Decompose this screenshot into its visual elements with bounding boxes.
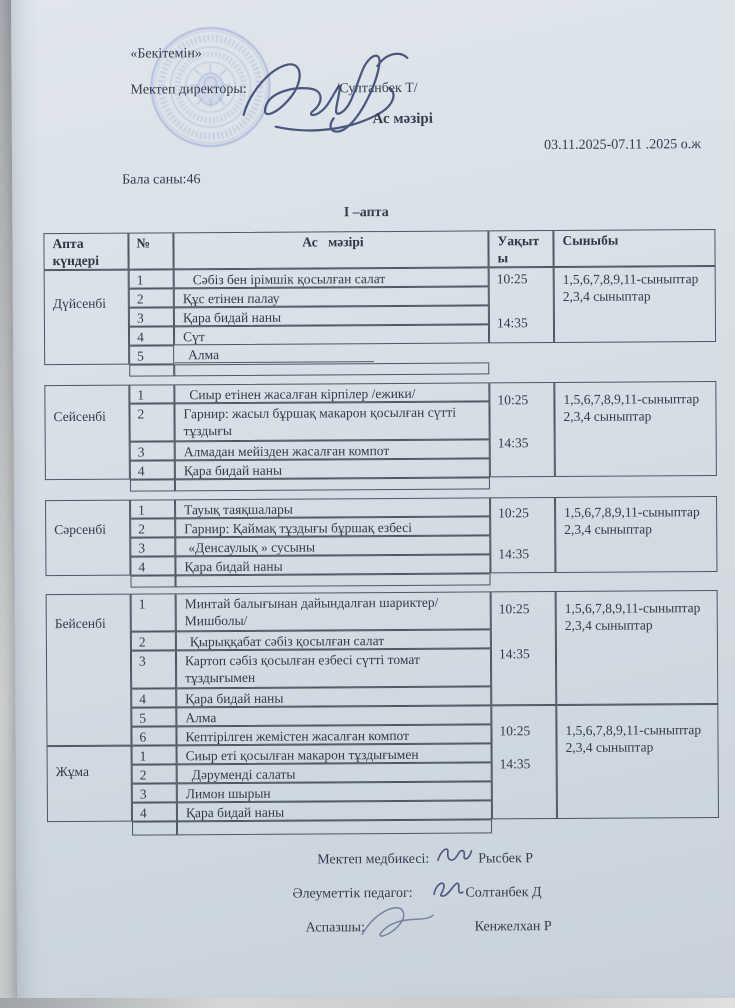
signatory-name: Кенжелхан Р [474, 919, 552, 935]
item-number: 1 [129, 384, 174, 403]
spacer-cell [177, 819, 492, 835]
item-text: Қара бидай наны [175, 458, 490, 479]
spacer-cell [175, 573, 490, 587]
day-cell: Жұма [47, 746, 132, 823]
spacer-cell [130, 575, 175, 587]
approval-text: «Бекітемін» [130, 46, 202, 62]
spacer-cell [132, 821, 177, 835]
day-cell: Бейсенбі [46, 594, 132, 747]
class-value: 2,3,4 сыныптар [562, 288, 651, 304]
item-number: 4 [131, 688, 176, 707]
item-text: Алмадан мейізден жасалған компот [175, 439, 490, 460]
class-value: 2,3,4 сыныптар [563, 408, 652, 424]
day-block-tuesday [44, 381, 717, 492]
item-number: 4 [132, 802, 177, 821]
day-block-wednesday [45, 496, 718, 588]
class-value: 1,5,6,7,8,9,11-сыныптар [562, 271, 699, 287]
item-number: 5 [129, 345, 174, 364]
item-number: 6 [131, 726, 176, 745]
children-count: Бала саны:46 [122, 172, 201, 188]
class-value: 2,3,4 сыныптар [564, 617, 653, 633]
item-text: Кептірілген жемістен жасалған компот [176, 724, 491, 745]
cook-signature [354, 898, 438, 943]
class-value: 1,5,6,7,8,9,11-сыныптар [563, 391, 700, 407]
spacer-cell [175, 477, 490, 491]
item-text: Алма [176, 705, 491, 726]
item-number: 3 [130, 537, 175, 556]
item-text: Тауық таяқшалары [175, 497, 490, 518]
time-value: 10:25 [498, 601, 530, 617]
item-number: 2 [129, 288, 174, 307]
director-name: /Султанбек Т/ [335, 80, 418, 97]
item-number: 2 [130, 518, 175, 537]
item-text: Қырыққабат сәбіз қосылған салат [176, 629, 491, 650]
item-number: 3 [130, 441, 175, 460]
item-number: 5 [131, 707, 176, 726]
item-text: Сиыр етінен жасалған кірпілер /ежики/ [174, 382, 489, 403]
item-number: 4 [130, 556, 175, 575]
item-text: Қара бидай наны [176, 686, 491, 707]
item-text: Қара бидай наны [175, 554, 490, 575]
week-title: I –апта [343, 205, 389, 221]
item-number: 3 [131, 650, 176, 688]
item-text: Лимон шырын [177, 781, 492, 802]
item-number: 2 [132, 764, 177, 783]
col-header-class: Сыныбы [553, 229, 715, 267]
time-value: 14:35 [499, 756, 531, 772]
col-header-day: Апта күндері [43, 233, 128, 271]
item-text: Сиыр еті қосылған макарон тұздығымен [177, 743, 492, 764]
class-value: 1,5,6,7,8,9,11-сыныптар [564, 600, 701, 616]
item-number: 1 [132, 745, 177, 764]
time-value: 14:35 [496, 315, 528, 331]
class-value: 2,3,4 сыныптар [564, 521, 653, 537]
item-number: 2 [131, 631, 176, 650]
item-number: 3 [132, 783, 177, 802]
time-value: 10:25 [499, 723, 531, 739]
col-header-num: № [128, 232, 173, 269]
day-cell: Сәрсенбі [45, 500, 130, 577]
item-number: 4 [129, 326, 174, 345]
day-block-thursday-friday [46, 590, 719, 836]
menu-table-header [43, 229, 715, 270]
item-text: Сүт [174, 324, 489, 345]
day-cell: Дүйсенбі [44, 270, 130, 366]
signatory-name: Солтанбек Д [465, 885, 542, 901]
item-text: Құс етінен палау [174, 286, 489, 307]
class-value: 2,3,4 сыныптар [565, 739, 654, 755]
time-value: 14:35 [498, 546, 530, 562]
time-value: 10:25 [498, 505, 529, 521]
signatory-label: Мектеп медбикесі: [317, 851, 430, 868]
day-cell: Сейсенбі [44, 385, 130, 481]
item-number: 1 [130, 499, 175, 518]
item-text: Сәбіз бен ірімшік қосылған салат [174, 267, 489, 288]
item-number: 4 [130, 460, 175, 479]
item-text: Картоп сәбіз қосылған езбесі сүтті томат тұздығымен [176, 648, 491, 688]
spacer-cell [130, 479, 175, 491]
col-header-time: Уақыты [488, 230, 553, 267]
menu-title: Ас мәзірі [372, 110, 433, 128]
item-text: Минтай балығынан дайындалған шариктер/Мишболы/ [176, 591, 491, 631]
day-block-monday [44, 266, 717, 377]
item-text: Қара бидай наны [174, 305, 489, 326]
item-number: 2 [129, 403, 174, 441]
director-label: Мектеп директоры: [130, 81, 247, 98]
item-number: 3 [129, 307, 174, 326]
item-number: 1 [129, 269, 174, 288]
signatory-name: Рысбек Р [478, 851, 534, 867]
spacer-cell [129, 364, 174, 376]
item-text: Гарнир: жасыл бұршақ макарон қосылған сүтті тұздығы [174, 401, 489, 441]
signatory-label: Әлеуметтік педагог: [292, 885, 413, 902]
item-number: 1 [131, 593, 176, 631]
item-text: Алма [174, 343, 489, 364]
item-text: Қара бидай наны [177, 800, 492, 821]
spacer-cell [174, 362, 489, 376]
date-range: 03.11.2025-07.11 .2025 о.ж [544, 137, 701, 154]
time-value: 10:25 [496, 271, 528, 287]
item-text: Дәруменді салаты [177, 762, 492, 783]
time-value: 10:25 [497, 392, 529, 408]
col-header-menu: Ас мәзірі [173, 230, 488, 269]
paper-sheet [11, 0, 735, 1005]
signatory-label: Аспазшы: [305, 920, 365, 936]
class-value: 1,5,6,7,8,9,11-сыныптар [564, 504, 700, 520]
time-value: 14:35 [497, 435, 529, 451]
item-text: Гарнир: Қаймақ тұздығы бұршақ езбесі [175, 516, 490, 537]
time-value: 14:35 [498, 646, 530, 662]
item-text: «Денсаулық » сусыны [175, 535, 490, 556]
class-value: 1,5,6,7,8,9,11-сыныптар [565, 722, 702, 738]
nurse-signature [434, 842, 474, 868]
